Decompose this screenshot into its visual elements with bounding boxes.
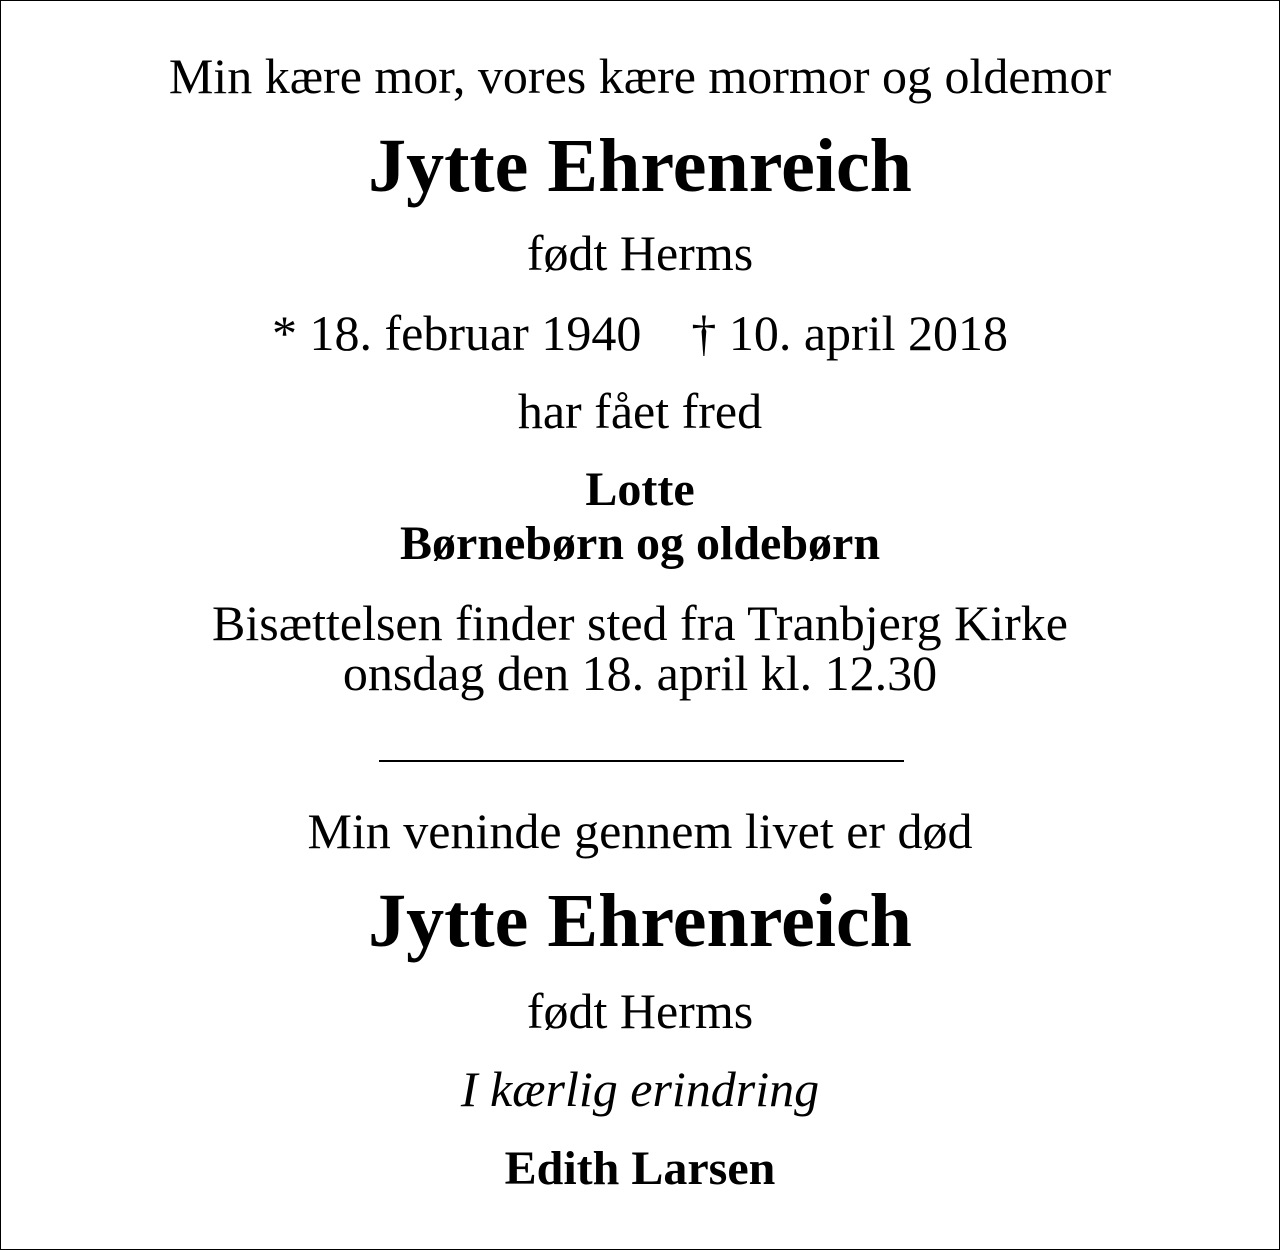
deceased-name: Jytte Ehrenreich bbox=[368, 879, 912, 963]
divider bbox=[379, 760, 904, 762]
maiden-name: født Herms bbox=[526, 983, 754, 1039]
funeral-info: onsdag den 18. april kl. 12.30 bbox=[342, 645, 938, 701]
funeral-info: Bisættelsen finder sted fra Tranbjerg Kirke bbox=[212, 595, 1068, 651]
signatory: Edith Larsen bbox=[504, 1142, 776, 1195]
phrase: har fået fred bbox=[517, 383, 763, 439]
signatory: Lotte bbox=[585, 463, 695, 516]
death-date: † 10. april 2018 bbox=[691, 305, 1008, 361]
dates-line bbox=[1, 305, 1279, 361]
signatory: Børnebørn og oldebørn bbox=[399, 517, 881, 570]
deceased-name: Jytte Ehrenreich bbox=[368, 124, 912, 208]
maiden-name: født Herms bbox=[526, 225, 754, 281]
intro-text: Min veninde gennem livet er død bbox=[307, 803, 973, 859]
phrase: I kærlig erindring bbox=[460, 1061, 820, 1117]
birth-date: * 18. februar 1940 bbox=[272, 305, 642, 361]
intro-text: Min kære mor, vores kære mormor og oldemor bbox=[168, 48, 1112, 104]
